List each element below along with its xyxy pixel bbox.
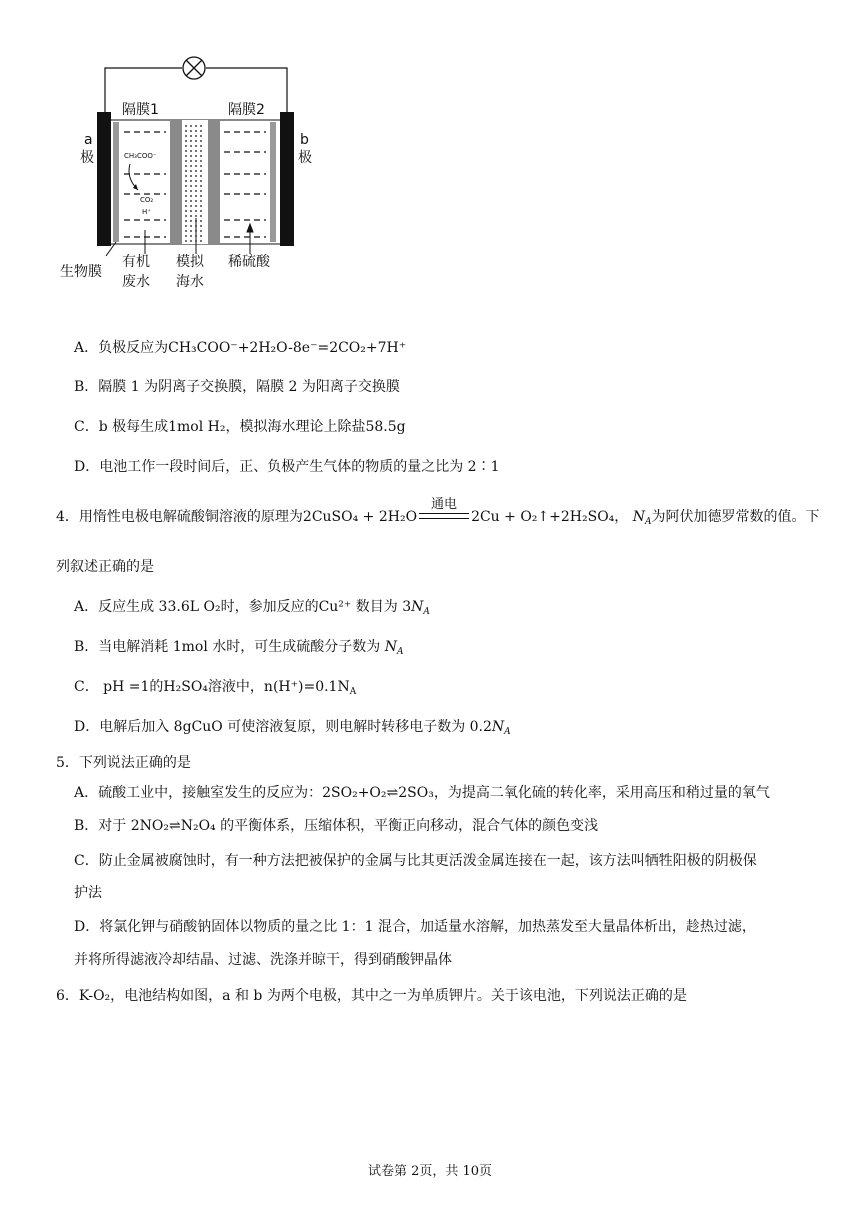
seawater-dot <box>185 135 187 137</box>
q4-option-a-text: A．反应生成 33.6L O₂时，参加反应的Cu²⁺ 数目为 3 <box>74 599 412 615</box>
seawater-dot <box>200 215 202 217</box>
q4-option-d-na-sub: A <box>504 727 511 737</box>
lamp-icon <box>183 57 205 79</box>
q4-condition: 通电 <box>431 497 458 512</box>
seawater-dot <box>190 235 192 237</box>
seawater-dot <box>185 185 187 187</box>
seawater-dot <box>190 195 192 197</box>
q4-stem-line2: 列叙述正确的是 <box>56 559 154 575</box>
seawater-dot <box>185 150 187 152</box>
seawater-dot <box>200 150 202 152</box>
seawater-dot <box>185 160 187 162</box>
seawater-dot <box>200 160 202 162</box>
seawater-dot <box>200 170 202 172</box>
seawater-dot <box>195 165 197 167</box>
seawater-dot <box>200 235 202 237</box>
acetate-label: CH₃COO⁻ <box>124 152 157 160</box>
seawater-dot <box>190 220 192 222</box>
q4-na-sub: A <box>645 517 652 527</box>
seawater-dot <box>185 155 187 157</box>
seawater-dot <box>195 135 197 137</box>
seawater-dot <box>190 135 192 137</box>
seawater-dot <box>195 200 197 202</box>
membrane1-label: 隔膜1 <box>122 102 159 118</box>
seawater-dot <box>200 135 202 137</box>
equilibrium-sign <box>419 497 469 521</box>
seawater-dot <box>200 220 202 222</box>
seawater-dot <box>190 205 192 207</box>
seawater-dot <box>190 165 192 167</box>
page-footer: 试卷第 2页，共 10页 <box>367 1164 493 1179</box>
membrane2-label: 隔膜2 <box>228 102 265 118</box>
seawater-dot <box>185 230 187 232</box>
q4-option-d-na: N <box>491 719 505 735</box>
q4-na: N <box>632 509 645 525</box>
seawater-dot <box>185 125 187 127</box>
q5-option-a: A．硫酸工业中，接触室发生的反应为：2SO₂+O₂⇌2SO₃，为提高二氧化硫的转化率，采用高压和稍过量的氧气 <box>74 785 770 801</box>
q4-stem-suffix: 为阿伏加德罗常数的值。下 <box>651 509 820 525</box>
seawater-dot <box>200 165 202 167</box>
organic-label-1: 有机 <box>122 254 150 270</box>
h-label: H⁺ <box>142 208 151 216</box>
seawater-dot <box>195 180 197 182</box>
q4-stem-prefix: 4．用惰性电极电解硫酸铜溶液的原理为 <box>56 509 303 525</box>
seawater-dot <box>190 175 192 177</box>
seawater-dot <box>190 140 192 142</box>
q5-option-c-line1: C．防止金属被腐蚀时，有一种方法把被保护的金属与比其更活泼金属连接在一起，该方法叫牺牲阳极的阴极保 <box>74 853 757 869</box>
q4-option-b-na: N <box>384 639 397 655</box>
seawater-dot <box>185 240 187 242</box>
q3-option-c: C．b 极每生成1mol H₂，模拟海水理论上除盐58.5g <box>74 419 406 435</box>
seawater-dot <box>190 185 192 187</box>
seawater-dot <box>185 175 187 177</box>
q6-stem: 6．K-O₂，电池结构如图，a 和 b 为两个电极，其中之一为单质钾片。关于该电池，下列说法正确的是 <box>56 988 687 1004</box>
seawater-dot <box>195 185 197 187</box>
electrolytic-cell-diagram <box>60 52 320 302</box>
seawater-dot <box>200 195 202 197</box>
seawater-dot <box>200 185 202 187</box>
electrode-a <box>97 112 111 246</box>
seawater-dot <box>200 225 202 227</box>
q4-option-d-text: D．电解后加入 8gCuO 可使溶液复原，则电解时转移电子数为 0.2 <box>74 719 492 735</box>
seawater-dot <box>195 130 197 132</box>
electrode-b-label: b <box>300 132 309 148</box>
seawater-dot <box>195 205 197 207</box>
q4-option-d <box>74 716 511 737</box>
membrane-2 <box>208 120 220 244</box>
seawater-label-2: 海水 <box>176 274 204 290</box>
seawater-dot <box>185 220 187 222</box>
seawater-dot <box>190 125 192 127</box>
seawater-dot <box>185 215 187 217</box>
seawater-dot <box>185 170 187 172</box>
seawater-dot <box>195 195 197 197</box>
seawater-dot <box>200 175 202 177</box>
q4-option-c-na-sub: A <box>349 687 357 697</box>
seawater-dot <box>195 175 197 177</box>
q4-option-b <box>74 636 403 657</box>
seawater-dot <box>190 225 192 227</box>
q4-option-b-text: B．当电解消耗 1mol 水时，可生成硫酸分子数为 <box>74 639 381 655</box>
q3-option-d: D．电池工作一段时间后，正、负极产生气体的物质的量之比为 2∶1 <box>74 459 500 475</box>
seawater-dot <box>190 160 192 162</box>
membrane-1 <box>170 120 182 244</box>
seawater-dot <box>195 140 197 142</box>
seawater-dot <box>185 180 187 182</box>
q3-option-b: B．隔膜 1 为阴离子交换膜，隔膜 2 为阳离子交换膜 <box>74 379 400 395</box>
seawater-dot <box>200 190 202 192</box>
seawater-dot <box>190 170 192 172</box>
electrode-a-label-2: 极 <box>80 150 94 166</box>
seawater-dot <box>190 215 192 217</box>
seawater-dot <box>195 125 197 127</box>
seawater-dot <box>185 190 187 192</box>
seawater-dot <box>195 150 197 152</box>
seawater-dot <box>195 215 197 217</box>
seawater-dot <box>185 165 187 167</box>
seawater-dot <box>190 190 192 192</box>
seawater-dot <box>190 145 192 147</box>
seawater-dot <box>200 130 202 132</box>
q5-option-d-line2: 并将所得滤液冷却结晶、过滤、洗涤并晾干，得到硝酸钾晶体 <box>74 952 452 968</box>
seawater-dot <box>200 210 202 212</box>
seawater-dot <box>195 145 197 147</box>
seawater-dot <box>200 125 202 127</box>
q4-option-a <box>74 596 430 617</box>
q4-equation-left: 2CuSO₄ + 2H₂O <box>302 509 418 525</box>
acid-label: 稀硫酸 <box>228 254 270 270</box>
seawater-dot <box>200 180 202 182</box>
q4-stem <box>56 497 820 527</box>
seawater-label-1: 模拟 <box>176 254 204 270</box>
seawater-dot <box>185 130 187 132</box>
q5-stem: 5．下列说法正确的是 <box>56 755 191 771</box>
seawater-dot <box>200 205 202 207</box>
q4-option-a-na: N <box>411 599 424 615</box>
seawater-dot <box>190 130 192 132</box>
seawater-dot <box>200 145 202 147</box>
seawater-dot <box>185 210 187 212</box>
seawater-dot <box>190 200 192 202</box>
q4-option-b-na-sub: A <box>396 647 404 657</box>
seawater-dot <box>195 210 197 212</box>
seawater-dot <box>190 150 192 152</box>
organic-label-2: 废水 <box>122 274 150 290</box>
biofilm-label: 生物膜 <box>60 264 102 280</box>
seawater-dot <box>200 155 202 157</box>
seawater-dot <box>185 200 187 202</box>
seawater-dot <box>200 200 202 202</box>
seawater-dot <box>190 240 192 242</box>
seawater-dot <box>195 170 197 172</box>
q5-option-b: B．对于 2NO₂⇌N₂O₄ 的平衡体系，压缩体积，平衡正向移动，混合气体的颜色变浅 <box>74 818 599 834</box>
seawater-dot <box>190 180 192 182</box>
seawater-dot <box>185 225 187 227</box>
q5-option-d-line1: D．将氯化钾与硝酸钠固体以物质的量之比 1：1 混合，加适量水溶解，加热蒸发至大量晶体析出，趁热过滤， <box>74 919 756 935</box>
co2-label: CO₂ <box>140 196 154 204</box>
q4-option-a-na-sub: A <box>423 607 430 617</box>
seawater-dot <box>185 235 187 237</box>
electrode-b <box>280 112 294 246</box>
q5-option-c-line2: 护法 <box>74 885 102 901</box>
q4-option-c-text: C． pH =1的H₂SO₄溶液中，n(H⁺)=0.1N <box>74 679 350 695</box>
seawater-dot <box>185 205 187 207</box>
q4-option-c <box>74 676 356 697</box>
electrode-a-label: a <box>84 132 93 148</box>
q4-equation-right: 2Cu + O₂↑+2H₂SO₄， <box>471 509 629 525</box>
seawater-dot <box>185 145 187 147</box>
seawater-dot <box>200 140 202 142</box>
seawater-dot <box>190 230 192 232</box>
seawater-dot <box>195 190 197 192</box>
seawater-dot <box>195 155 197 157</box>
seawater-dot <box>185 195 187 197</box>
seawater-dot <box>195 160 197 162</box>
seawater-dot <box>200 240 202 242</box>
seawater-dot <box>200 230 202 232</box>
electrode-b-label-2: 极 <box>298 150 312 166</box>
seawater-dot <box>190 155 192 157</box>
seawater-dot <box>185 140 187 142</box>
biofilm <box>113 122 119 242</box>
seawater-dot <box>190 210 192 212</box>
q3-option-a: A．负极反应为CH₃COO⁻+2H₂O-8e⁻=2CO₂+7H⁺ <box>74 340 407 356</box>
